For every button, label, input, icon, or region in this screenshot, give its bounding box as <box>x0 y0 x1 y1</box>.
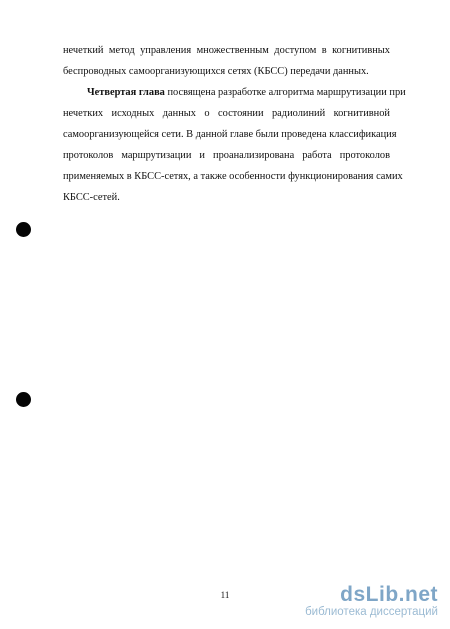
watermark[interactable] <box>305 584 438 619</box>
text-line: нечетких исходных данных о состоянии радиолиний когнитивной <box>63 108 390 119</box>
text-line: КБСС-сетей. <box>63 192 120 203</box>
watermark-subtitle: библиотека диссертаций <box>305 606 438 618</box>
text-line: нечеткий метод управления множественным доступом в когнитивных <box>63 45 390 56</box>
punch-hole-bottom <box>16 392 31 407</box>
text-line: самоорганизующейся сети. В данной главе были проведена классификация <box>63 129 397 140</box>
text-fragment: посвящена разработке алгоритма маршрутизации при <box>167 87 406 98</box>
watermark-logo: dsLib.net <box>340 583 438 606</box>
text-line: протоколов маршрутизации и проанализирована работа протоколов <box>63 150 390 161</box>
chapter-lead: Четвертая глава <box>87 87 165 98</box>
paragraph-1 <box>63 40 390 82</box>
text-line <box>63 82 406 103</box>
page-number: 11 <box>220 590 230 600</box>
punch-hole-top <box>16 222 31 237</box>
text-line: применяемых в КБСС-сетях, а также особенности функционирования самих <box>63 171 403 182</box>
text-line: беспроводных самоорганизующихся сетях (КБСС) передачи данных. <box>63 66 369 77</box>
paragraph-2 <box>63 82 406 208</box>
